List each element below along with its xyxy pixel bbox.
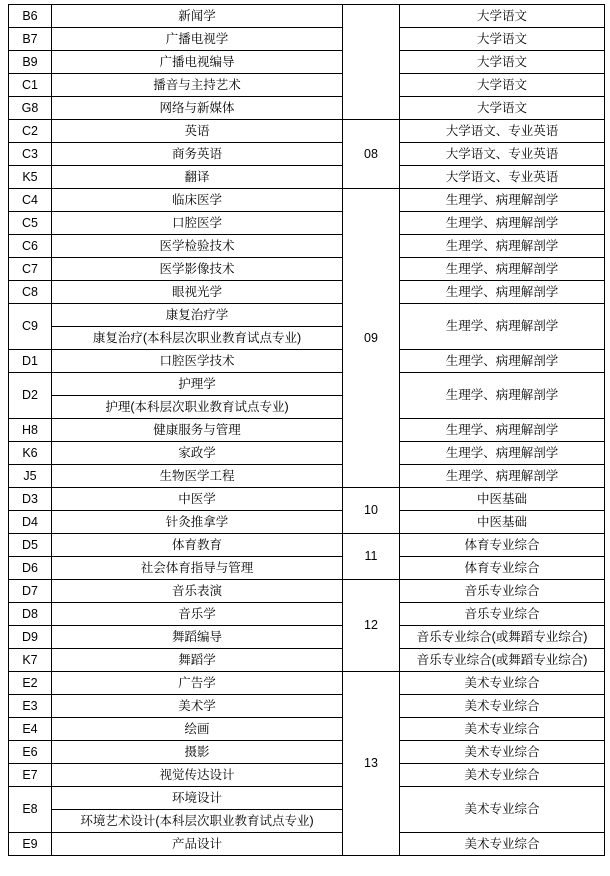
cell-code: D9 [9, 626, 52, 649]
table-row [9, 143, 605, 166]
table-row [9, 695, 605, 718]
cell-major: 网络与新媒体 [52, 97, 343, 120]
table-row [9, 74, 605, 97]
cell-exam: 大学语文、专业英语 [400, 143, 605, 166]
cell-major: 音乐表演 [52, 580, 343, 603]
table-row [9, 718, 605, 741]
table-row [9, 672, 605, 695]
cell-major: 临床医学 [52, 189, 343, 212]
cell-code: D3 [9, 488, 52, 511]
table-row [9, 603, 605, 626]
cell-major: 环境设计 [52, 787, 343, 810]
cell-exam: 大学语文 [400, 5, 605, 28]
cell-exam: 音乐专业综合(或舞蹈专业综合) [400, 626, 605, 649]
cell-major: 医学影像技术 [52, 258, 343, 281]
table-row [9, 212, 605, 235]
cell-code: C3 [9, 143, 52, 166]
cell-code: K5 [9, 166, 52, 189]
table-row [9, 787, 605, 810]
cell-exam: 音乐专业综合 [400, 603, 605, 626]
cell-exam: 生理学、病理解剖学 [400, 350, 605, 373]
cell-code: E2 [9, 672, 52, 695]
cell-exam: 体育专业综合 [400, 557, 605, 580]
cell-code: D5 [9, 534, 52, 557]
cell-major-alt: 护理(本科层次职业教育试点专业) [52, 396, 343, 419]
cell-major: 英语 [52, 120, 343, 143]
cell-exam: 大学语文 [400, 97, 605, 120]
table-row [9, 488, 605, 511]
cell-major: 针灸推拿学 [52, 511, 343, 534]
table-row [9, 373, 605, 396]
table-row [9, 304, 605, 327]
table-row [9, 764, 605, 787]
cell-code: E8 [9, 787, 52, 833]
cell-major: 播音与主持艺术 [52, 74, 343, 97]
cell-exam: 生理学、病理解剖学 [400, 419, 605, 442]
cell-exam: 音乐专业综合(或舞蹈专业综合) [400, 649, 605, 672]
cell-exam: 大学语文 [400, 28, 605, 51]
cell-exam: 美术专业综合 [400, 672, 605, 695]
table-row [9, 419, 605, 442]
table-row [9, 534, 605, 557]
cell-code: B9 [9, 51, 52, 74]
cell-code: D7 [9, 580, 52, 603]
cell-code: E9 [9, 833, 52, 856]
cell-major: 中医学 [52, 488, 343, 511]
cell-code: B6 [9, 5, 52, 28]
cell-code: D8 [9, 603, 52, 626]
cell-group: 08 [343, 120, 400, 189]
cell-code: H8 [9, 419, 52, 442]
cell-major: 广告学 [52, 672, 343, 695]
cell-major: 绘画 [52, 718, 343, 741]
cell-group: 12 [343, 580, 400, 672]
cell-exam: 大学语文、专业英语 [400, 120, 605, 143]
cell-code: B7 [9, 28, 52, 51]
cell-code: K7 [9, 649, 52, 672]
cell-group: 10 [343, 488, 400, 534]
table-row [9, 28, 605, 51]
cell-code: C9 [9, 304, 52, 350]
cell-major: 社会体育指导与管理 [52, 557, 343, 580]
cell-major: 新闻学 [52, 5, 343, 28]
cell-exam: 大学语文 [400, 74, 605, 97]
cell-major: 美术学 [52, 695, 343, 718]
cell-code: E4 [9, 718, 52, 741]
cell-exam: 美术专业综合 [400, 741, 605, 764]
table-row [9, 97, 605, 120]
cell-code: D4 [9, 511, 52, 534]
cell-major: 音乐学 [52, 603, 343, 626]
cell-exam: 生理学、病理解剖学 [400, 373, 605, 419]
cell-group [343, 5, 400, 120]
cell-major: 医学检验技术 [52, 235, 343, 258]
cell-major: 健康服务与管理 [52, 419, 343, 442]
cell-code: G8 [9, 97, 52, 120]
cell-major: 护理学 [52, 373, 343, 396]
cell-major: 广播电视学 [52, 28, 343, 51]
cell-major: 产品设计 [52, 833, 343, 856]
cell-major: 摄影 [52, 741, 343, 764]
cell-major: 体育教育 [52, 534, 343, 557]
cell-major: 口腔医学 [52, 212, 343, 235]
cell-group: 09 [343, 189, 400, 488]
table-row [9, 626, 605, 649]
cell-major: 生物医学工程 [52, 465, 343, 488]
table-row [9, 51, 605, 74]
cell-exam: 美术专业综合 [400, 718, 605, 741]
cell-exam: 美术专业综合 [400, 695, 605, 718]
cell-exam: 生理学、病理解剖学 [400, 189, 605, 212]
cell-exam: 生理学、病理解剖学 [400, 212, 605, 235]
table-row [9, 120, 605, 143]
cell-major: 康复治疗学 [52, 304, 343, 327]
cell-exam: 中医基础 [400, 511, 605, 534]
cell-major: 家政学 [52, 442, 343, 465]
cell-code: C5 [9, 212, 52, 235]
cell-code: C1 [9, 74, 52, 97]
cell-code: C7 [9, 258, 52, 281]
cell-exam: 生理学、病理解剖学 [400, 235, 605, 258]
cell-code: J5 [9, 465, 52, 488]
cell-code: E7 [9, 764, 52, 787]
cell-code: C8 [9, 281, 52, 304]
cell-major: 舞蹈编导 [52, 626, 343, 649]
cell-major: 商务英语 [52, 143, 343, 166]
cell-exam: 美术专业综合 [400, 764, 605, 787]
table-row [9, 580, 605, 603]
table-row [9, 350, 605, 373]
table-row [9, 511, 605, 534]
cell-exam: 生理学、病理解剖学 [400, 281, 605, 304]
cell-code: D6 [9, 557, 52, 580]
table-row [9, 741, 605, 764]
table-row [9, 281, 605, 304]
cell-code: C4 [9, 189, 52, 212]
cell-exam: 生理学、病理解剖学 [400, 465, 605, 488]
cell-group: 13 [343, 672, 400, 856]
cell-major-alt: 环境艺术设计(本科层次职业教育试点专业) [52, 810, 343, 833]
cell-major: 眼视光学 [52, 281, 343, 304]
table-row [9, 442, 605, 465]
majors-exam-table [8, 4, 605, 856]
cell-exam: 美术专业综合 [400, 833, 605, 856]
table-row [9, 465, 605, 488]
cell-code: D2 [9, 373, 52, 419]
cell-major: 翻译 [52, 166, 343, 189]
cell-code: D1 [9, 350, 52, 373]
cell-exam: 生理学、病理解剖学 [400, 442, 605, 465]
table-row [9, 5, 605, 28]
table-row [9, 557, 605, 580]
cell-exam: 美术专业综合 [400, 787, 605, 833]
cell-code: C2 [9, 120, 52, 143]
cell-exam: 生理学、病理解剖学 [400, 258, 605, 281]
cell-major: 舞蹈学 [52, 649, 343, 672]
cell-major: 视觉传达设计 [52, 764, 343, 787]
table-row [9, 649, 605, 672]
cell-exam: 音乐专业综合 [400, 580, 605, 603]
table-row [9, 235, 605, 258]
table-row [9, 833, 605, 856]
table-body [9, 5, 605, 856]
table-row [9, 258, 605, 281]
cell-major-alt: 康复治疗(本科层次职业教育试点专业) [52, 327, 343, 350]
cell-major: 广播电视编导 [52, 51, 343, 74]
cell-code: E6 [9, 741, 52, 764]
cell-exam: 体育专业综合 [400, 534, 605, 557]
cell-exam: 中医基础 [400, 488, 605, 511]
cell-major: 口腔医学技术 [52, 350, 343, 373]
cell-exam: 大学语文、专业英语 [400, 166, 605, 189]
cell-group: 11 [343, 534, 400, 580]
cell-exam: 生理学、病理解剖学 [400, 304, 605, 350]
cell-code: E3 [9, 695, 52, 718]
cell-code: C6 [9, 235, 52, 258]
cell-exam: 大学语文 [400, 51, 605, 74]
cell-code: K6 [9, 442, 52, 465]
table-row [9, 166, 605, 189]
table-row [9, 189, 605, 212]
